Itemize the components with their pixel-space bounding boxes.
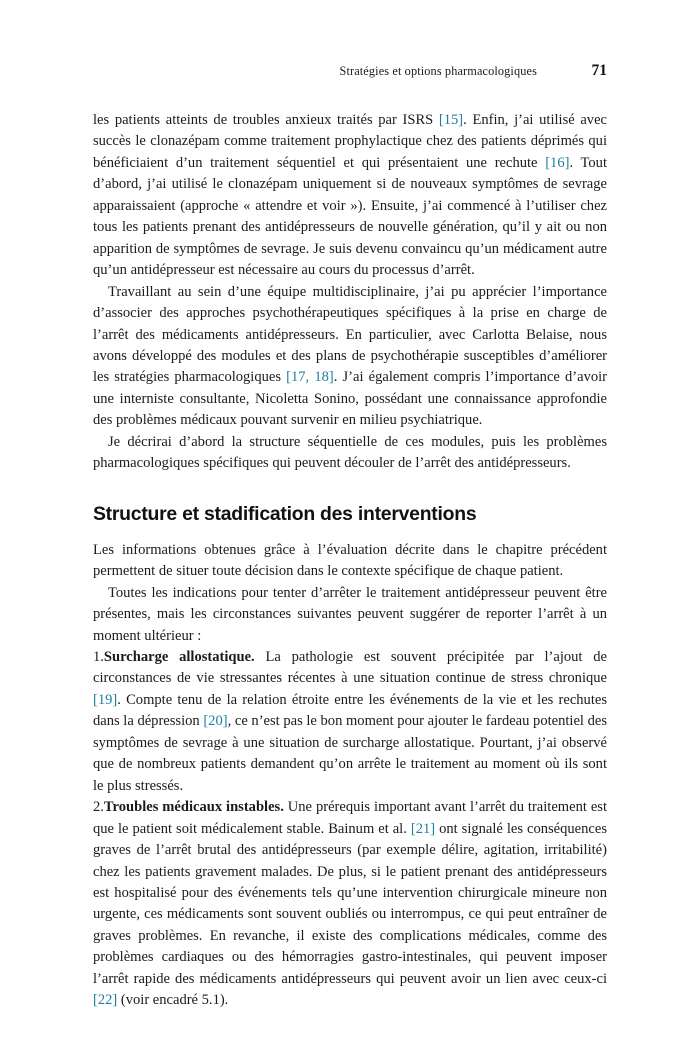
list-item-2-text-b: ont signalé les conséquences graves de l’arrêt brutal des antidépresseurs (par exemple délire, agitation, irritabilité) chez les patients gravement malades. De plus, si le patient prenant des antidépresseurs est hospitalisé pour des événements tels qu’une intervention chirurgicale mineure non urgente, ces médicaments sont souvent oubliés ou interrompus, ce qui peut entraîner de graves problèmes. En revanche, il existe des complications médicales, comme des problèmes cardiaques ou des hémorragies gastro-intestinales, qui peuvent imposer l’arrêt rapide des médicaments antidépresseurs qui peuvent avoir un lien avec ceux-ci bbox=[93, 820, 607, 987]
list-item-1-text-a: La pathologie est souvent précipitée par l’ajout de circonstances de vie stressantes récentes à une situation continue de stress chronique bbox=[93, 648, 607, 687]
list-item-1-title: Surcharge allostatique. bbox=[103, 648, 255, 665]
list-item-2-text-a: Une prérequis important avant l’arrêt du traitement est que le patient soit médicalement stable. Bainum et al. bbox=[93, 799, 607, 837]
citation-20[interactable]: [20] bbox=[203, 713, 228, 730]
list-item-2-number: 2. bbox=[93, 799, 104, 816]
list-item-1-number: 1. bbox=[93, 648, 104, 665]
paragraph-1-text-a: les patients atteints de troubles anxieux traités par ISRS bbox=[93, 112, 439, 128]
paragraph-2-text-b: . J’ai également compris l’importance d’avoir une interniste consultante, Nicoletta Sonino, possédant une connaissance approfondie des problèmes médicaux pouvant survenir en milieu psychiatrique. bbox=[93, 369, 607, 429]
list-item-1-text-c: , ce n’est pas le bon moment pour ajouter le fardeau potentiel des symptômes de sevrage à une situation de surcharge allostatique. Pourtant, j’ai observé que de nombreux patients demandent qu’on arrête le traitement au moment où ils sont le plus stressés. bbox=[93, 713, 607, 794]
paragraph-4: Les informations obtenues grâce à l’évaluation décrite dans le chapitre précédent permettent de situer toute décision dans le contexte spécifique de chaque patient. bbox=[93, 541, 607, 580]
list-item-2-text-c: (voir encadré 5.1). bbox=[117, 992, 229, 1009]
list-item-2-title: Troubles médicaux instables. bbox=[103, 799, 284, 816]
paragraph-1-text-c: . Tout d’abord, j’ai utilisé le clonazépam uniquement si de nouveaux symptômes de sevrage apparaissaient (approche « attendre et voir »). Ensuite, j’ai commencé à l’utiliser chez tous les patients prenant des antidépresseurs de nouvelle génération, qu’il y ait ou non apparition de symptômes de sevrage. Je suis devenu convaincu qu’un médicament autre qu’un antidépresseur est nécessaire au cours du processus d’arrêt. bbox=[93, 154, 607, 279]
text-column bbox=[93, 110, 607, 1012]
list-item-2 bbox=[93, 797, 607, 1012]
section-heading: Structure et stadification des interventions bbox=[93, 502, 477, 525]
citation-22[interactable]: [22] bbox=[93, 992, 118, 1009]
paragraph-2 bbox=[93, 282, 607, 432]
page-number: 71 bbox=[591, 62, 607, 79]
heading-spacer-top bbox=[93, 475, 607, 502]
paragraph-2-text-a: Travaillant au sein d’une équipe multidisciplinaire, j’ai pu apprécier l’importance d’associer des approches psychothérapeutiques spécifiques à la prise en charge de l’arrêt des médicaments antidépresseurs. En particulier, avec Carlotta Belaise, nous avons développé des modules et des plans de psychothérapie susceptibles d’améliorer les stratégies pharmacologiques bbox=[93, 283, 607, 386]
paragraph-1-text-b: . Enfin, j’ai utilisé avec succès le clonazépam comme traitement prophylactique chez des patients déprimés qui bénéficiaient d’un traitement séquentiel et qui présentaient une rechute bbox=[93, 112, 607, 171]
list-item-1 bbox=[93, 647, 607, 797]
paragraph-1 bbox=[93, 110, 607, 282]
paragraph-3: Je décrirai d’abord la structure séquentielle de ces modules, puis les problèmes pharmacologiques spécifiques qui peuvent découler de l’arrêt des antidépresseurs. bbox=[93, 433, 607, 472]
citation-16[interactable]: [16] bbox=[545, 154, 570, 171]
citation-19[interactable]: [19] bbox=[93, 691, 118, 708]
running-head-title: Stratégies et options pharmacologiques bbox=[339, 64, 537, 78]
paragraph-5: Toutes les indications pour tenter d’arrêter le traitement antidépresseur peuvent être présentes, mais les circonstances suivantes peuvent suggérer de reporter l’arrêt à un moment ultérieur : bbox=[93, 584, 607, 644]
citation-17-18[interactable]: [17, 18] bbox=[286, 369, 334, 386]
citation-21[interactable]: [21] bbox=[410, 820, 436, 837]
heading-spacer-bottom bbox=[93, 526, 607, 540]
list-item-1-text-b: . Compte tenu de la relation étroite entre les événements de la vie et les rechutes dans la dépression bbox=[93, 691, 607, 730]
running-head bbox=[93, 62, 607, 84]
citation-15[interactable]: [15] bbox=[438, 112, 464, 128]
